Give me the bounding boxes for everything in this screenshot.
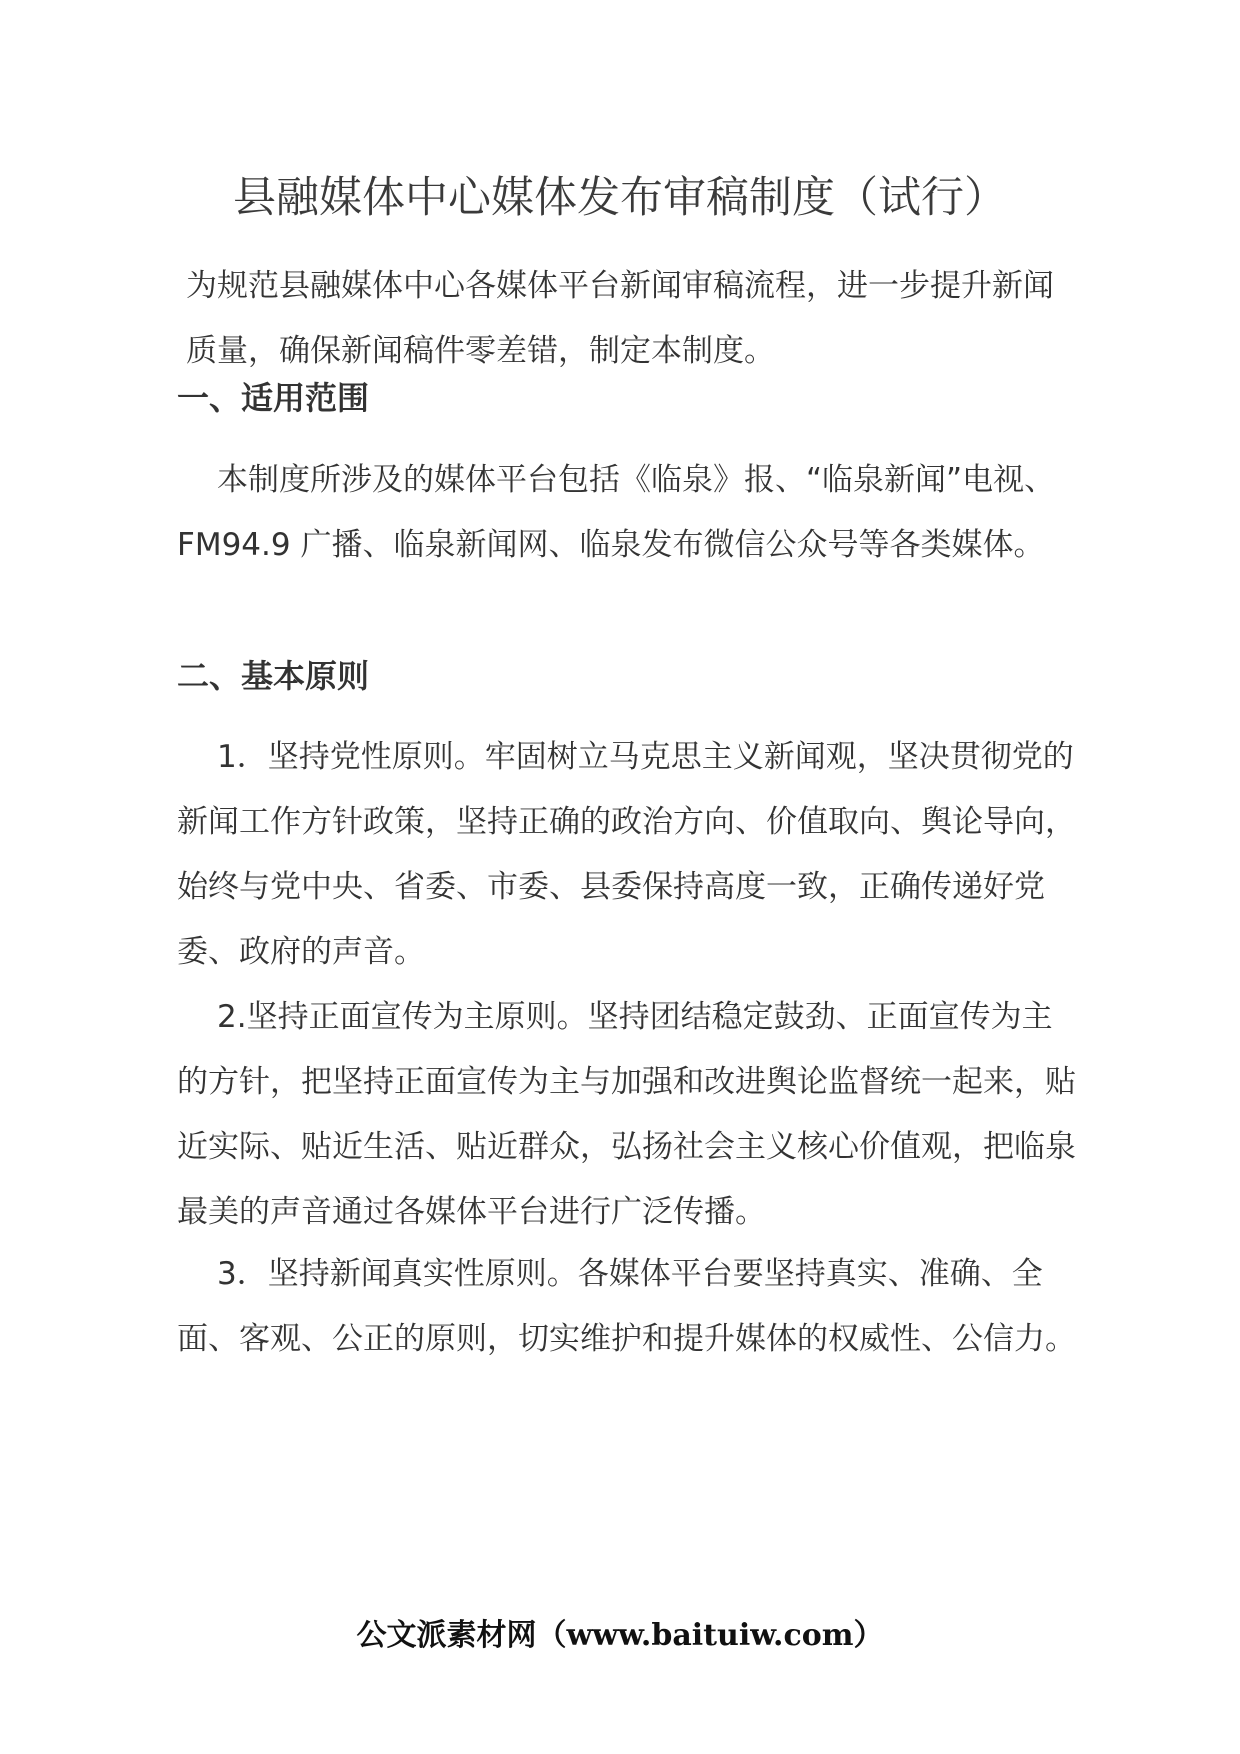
footer-watermark: 公文派素材网（www.baituiw.com） — [356, 1618, 884, 1653]
principle-paragraph-2: 2.坚持正面宣传为主原则。坚持团结稳定鼓劲、正面宣传为主的方针，把坚持正面宣传为主与加强和改进舆论监督统一起来，贴近实际、贴近生活、贴近群众，弘扬社会主义核心价值观，把临泉最美的声音通过各媒体平台进行广泛传播。 — [177, 999, 1076, 1230]
principle-paragraph-1: 1．坚持党性原则。牢固树立马克思主义新闻观，坚决贯彻党的新闻工作方针政策，坚持正确的政治方向、价值取向、舆论导向，始终与党中央、省委、市委、县委保持高度一致，正确传递好党委、政府的声音。 — [177, 739, 1076, 970]
section-heading-scope: 一、适用范围 — [177, 379, 370, 417]
scope-paragraph: 本制度所涉及的媒体平台包括《临泉》报、“临泉新闻”电视、FM94.9 广播、临泉新闻网、临泉发布微信公众号等各类媒体。 — [177, 462, 1056, 563]
document-title: 县融媒体中心媒体发布审稿制度（试行） — [233, 173, 1007, 223]
intro-paragraph: 为规范县融媒体中心各媒体平台新闻审稿流程，进一步提升新闻质量，确保新闻稿件零差错，制定本制度。 — [186, 268, 1054, 369]
section-heading-principles: 二、基本原则 — [177, 657, 370, 695]
principle-paragraph-3: 3．坚持新闻真实性原则。各媒体平台要坚持真实、准确、全面、客观、公正的原则，切实维护和提升媒体的权威性、公信力。 — [177, 1256, 1076, 1357]
